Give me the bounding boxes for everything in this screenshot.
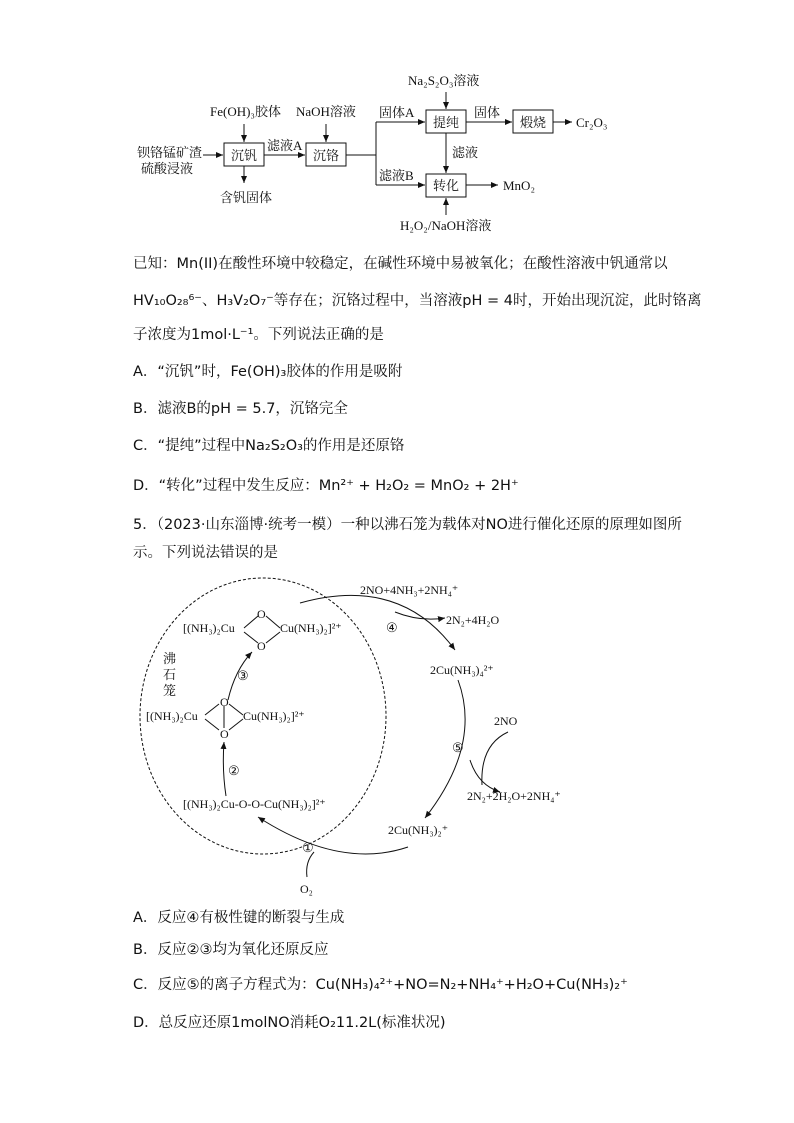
- chenge-label: 沉铬: [313, 148, 340, 163]
- cu-nh3-2-species: 2Cu(NH₃)₂⁺: [388, 823, 449, 837]
- q4-option-c: C．“提纯”过程中Na₂S₂O₃的作用是还原铬: [133, 438, 405, 454]
- solid-a-label: 固体A: [379, 105, 415, 120]
- raw-material-line2: 硫酸浸液: [141, 161, 194, 176]
- o2-reactant: O₂: [300, 882, 313, 896]
- cage-label-1: 沸: [163, 651, 177, 666]
- naoh-label: NaOH溶液: [296, 104, 356, 119]
- q4-stem-line2: HV₁₀O₂₈⁶⁻、H₃V₂O₇⁻等存在；沉铬过程中，当溶液pH = 4时，开始出现沉淀，此时铬离: [133, 293, 702, 309]
- catalytic-cycle-diagram: [0, 570, 794, 900]
- o-atom-top-2: O: [257, 639, 266, 653]
- process-flowchart: [0, 0, 794, 240]
- q4-stem-line1: 已知：Mn(II)在酸性环境中较稳定，在碱性环境中易被氧化；在酸性溶液中钒通常以: [133, 256, 668, 272]
- o-atom-mid-1: O: [220, 695, 229, 709]
- solid-label: 固体: [474, 105, 501, 120]
- na2s2o3-label: Na₂S₂O₃溶液: [408, 73, 480, 88]
- product-step5: 2N₂+2H₂O+2NH₄⁺: [467, 789, 561, 803]
- zhuanhua-label: 转化: [433, 178, 460, 193]
- q4-stem-line3: 子浓度为1mol·L⁻¹。下列说法正确的是: [133, 327, 384, 343]
- step-4-label: ④: [386, 620, 398, 635]
- species-top-right: Cu(NH₃)₂]²⁺: [280, 621, 342, 635]
- o-atom-mid-2: O: [220, 727, 229, 741]
- reactant-step5: 2NO: [494, 714, 518, 728]
- cage-label-2: 石: [163, 667, 177, 682]
- q4-option-a: A．“沉钒”时，Fe(OH)₃胶体的作用是吸附: [133, 364, 403, 380]
- q5-option-d: D．总反应还原1molNO消耗O₂11.2L(标准状况): [133, 1015, 446, 1031]
- step-2-label: ②: [228, 763, 240, 778]
- tichun-label: 提纯: [433, 115, 460, 130]
- o-atom-top-1: O: [257, 607, 266, 621]
- cage-label-3: 笼: [163, 683, 177, 698]
- vanadium-solid-label: 含钒固体: [220, 190, 273, 205]
- cr2o3-label: Cr₂O₃: [576, 115, 608, 130]
- product-step4: 2N₂+4H₂O: [446, 613, 500, 627]
- reactant-step4: 2NO+4NH₃+2NH₄⁺: [360, 583, 459, 597]
- chenfan-label: 沉钒: [231, 148, 258, 163]
- q4-option-b: B．滤液B的pH = 5.7，沉铬完全: [133, 401, 348, 417]
- q5-stem-line1: 5．（2023·山东淄博·统考一模）一种以沸石笼为载体对NO进行催化还原的原理如图所: [133, 517, 682, 533]
- q5-option-c: C．反应⑤的离子方程式为：Cu(NH₃)₄²⁺+NO=N₂+NH₄⁺+H₂O+Cu(NH₃)₂⁺: [133, 977, 628, 993]
- filtrate-a-label: 滤液A: [267, 138, 303, 153]
- cu-nh3-4-species: 2Cu(NH₃)₄²⁺: [430, 663, 494, 677]
- q5-option-b: B．反应②③均为氧化还原反应: [133, 942, 329, 958]
- q5-option-a: A．反应④有极性键的断裂与生成: [133, 910, 345, 926]
- species-bottom: [(NH₃)₂Cu-O-O-Cu(NH₃)₂]²⁺: [183, 797, 326, 811]
- duanshao-label: 煅烧: [520, 115, 547, 130]
- fe-colloid-label: Fe(OH)₃胶体: [210, 104, 281, 119]
- q4-option-d: D．“转化”过程中发生反应：Mn²⁺ + H₂O₂ = MnO₂ + 2H⁺: [133, 478, 519, 494]
- filtrate-b-label: 滤液B: [379, 168, 414, 183]
- species-top-left: [(NH₃)₂Cu: [183, 621, 235, 635]
- filtrate-label: 滤液: [452, 145, 479, 160]
- species-mid-left: [(NH₃)₂Cu: [146, 709, 198, 723]
- step-1-label: ①: [302, 840, 314, 855]
- species-mid-right: Cu(NH₃)₂]²⁺: [243, 709, 305, 723]
- step-3-label: ③: [237, 668, 249, 683]
- h2o2-naoh-label: H₂O₂/NaOH溶液: [400, 218, 492, 233]
- step-5-label: ⑤: [452, 740, 464, 755]
- q5-stem-line2: 示。下列说法错误的是: [133, 545, 278, 561]
- mno2-label: MnO₂: [503, 178, 535, 193]
- raw-material-line1: 钡铬锰矿渣: [137, 145, 203, 160]
